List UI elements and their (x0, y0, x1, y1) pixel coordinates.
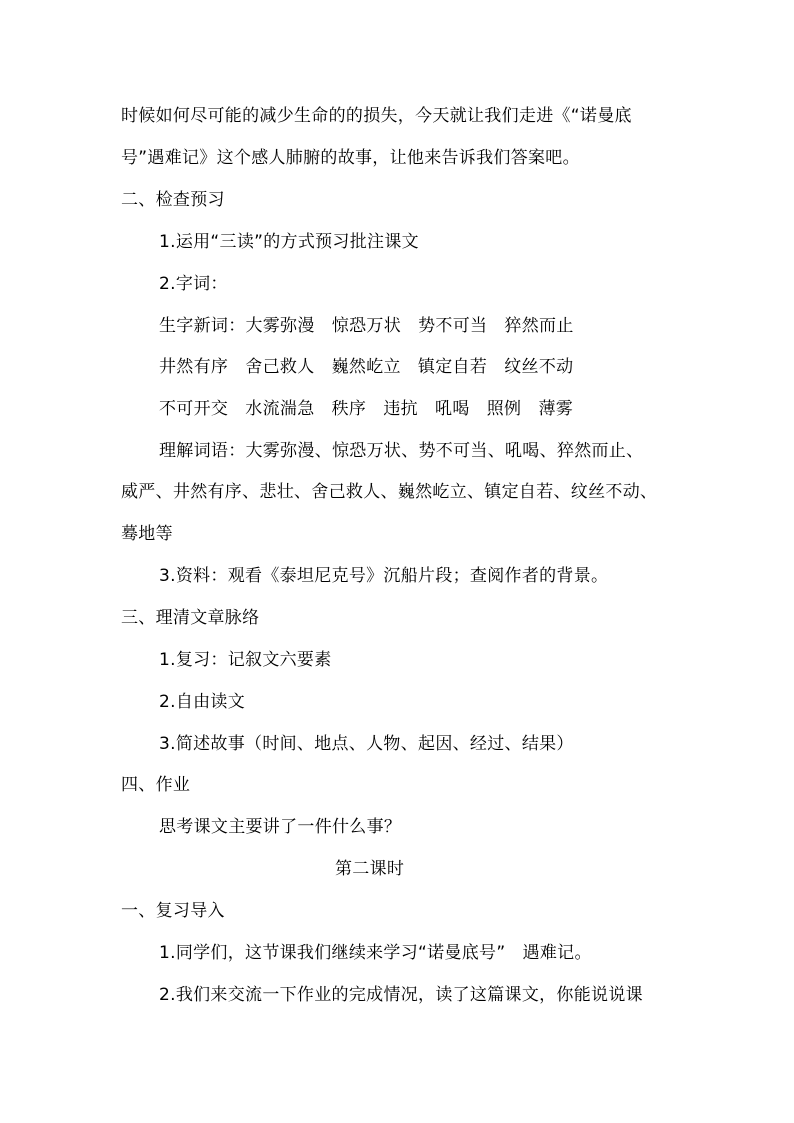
vocabulary-line: 生字新词：大雾弥漫 惊恐万状 势不可当 猝然而止 (159, 316, 574, 336)
vocabulary-understanding: 理解词语：大雾弥漫、惊恐万状、势不可当、吼喝、猝然而止、 (159, 441, 644, 461)
list-item: 3.简述故事（时间、地点、人物、起因、经过、结果） (159, 734, 574, 754)
list-item: 1.同学们，这节课我们继续来学习“诺曼底号” 遇难记。 (159, 943, 592, 963)
list-item: 2.我们来交流一下作业的完成情况，读了这篇课文，你能说说课 (159, 985, 643, 1005)
vocabulary-line: 井然有序 舍己救人 巍然屹立 镇定自若 纹丝不动 (159, 357, 574, 377)
paragraph-text: 时候如何尽可能的减少生命的的损失，今天就让我们走进《“诺曼底 (121, 106, 632, 126)
section-heading-review: 一、复习导入 (121, 901, 225, 921)
vocabulary-understanding: 蓦地等 (121, 524, 173, 544)
vocabulary-line: 不可开交 水流湍急 秩序 违抗 吼喝 照例 薄雾 (159, 399, 574, 419)
list-item: 2.字词： (159, 274, 228, 294)
list-item: 1.运用“三读”的方式预习批注课文 (159, 232, 419, 252)
lesson-title: 第二课时 (335, 859, 405, 879)
section-heading-structure: 三、理清文章脉络 (121, 608, 260, 628)
paragraph-text: 号”遇难记》这个感人肺腑的故事，让他来告诉我们答案吧。 (121, 148, 580, 168)
list-item: 2.自由读文 (159, 692, 246, 712)
paragraph-text: 思考课文主要讲了一件什么事？ (159, 817, 402, 837)
list-item: 1.复习：记叙文六要素 (159, 650, 332, 670)
list-item: 3.资料：观看《泰坦尼克号》沉船片段；查阅作者的背景。 (159, 566, 609, 586)
section-heading-check-preview: 二、检查预习 (121, 190, 225, 210)
section-heading-homework: 四、作业 (121, 775, 191, 795)
vocabulary-understanding: 威严、井然有序、悲壮、舍己救人、巍然屹立、镇定自若、纹丝不动、 (121, 482, 658, 502)
